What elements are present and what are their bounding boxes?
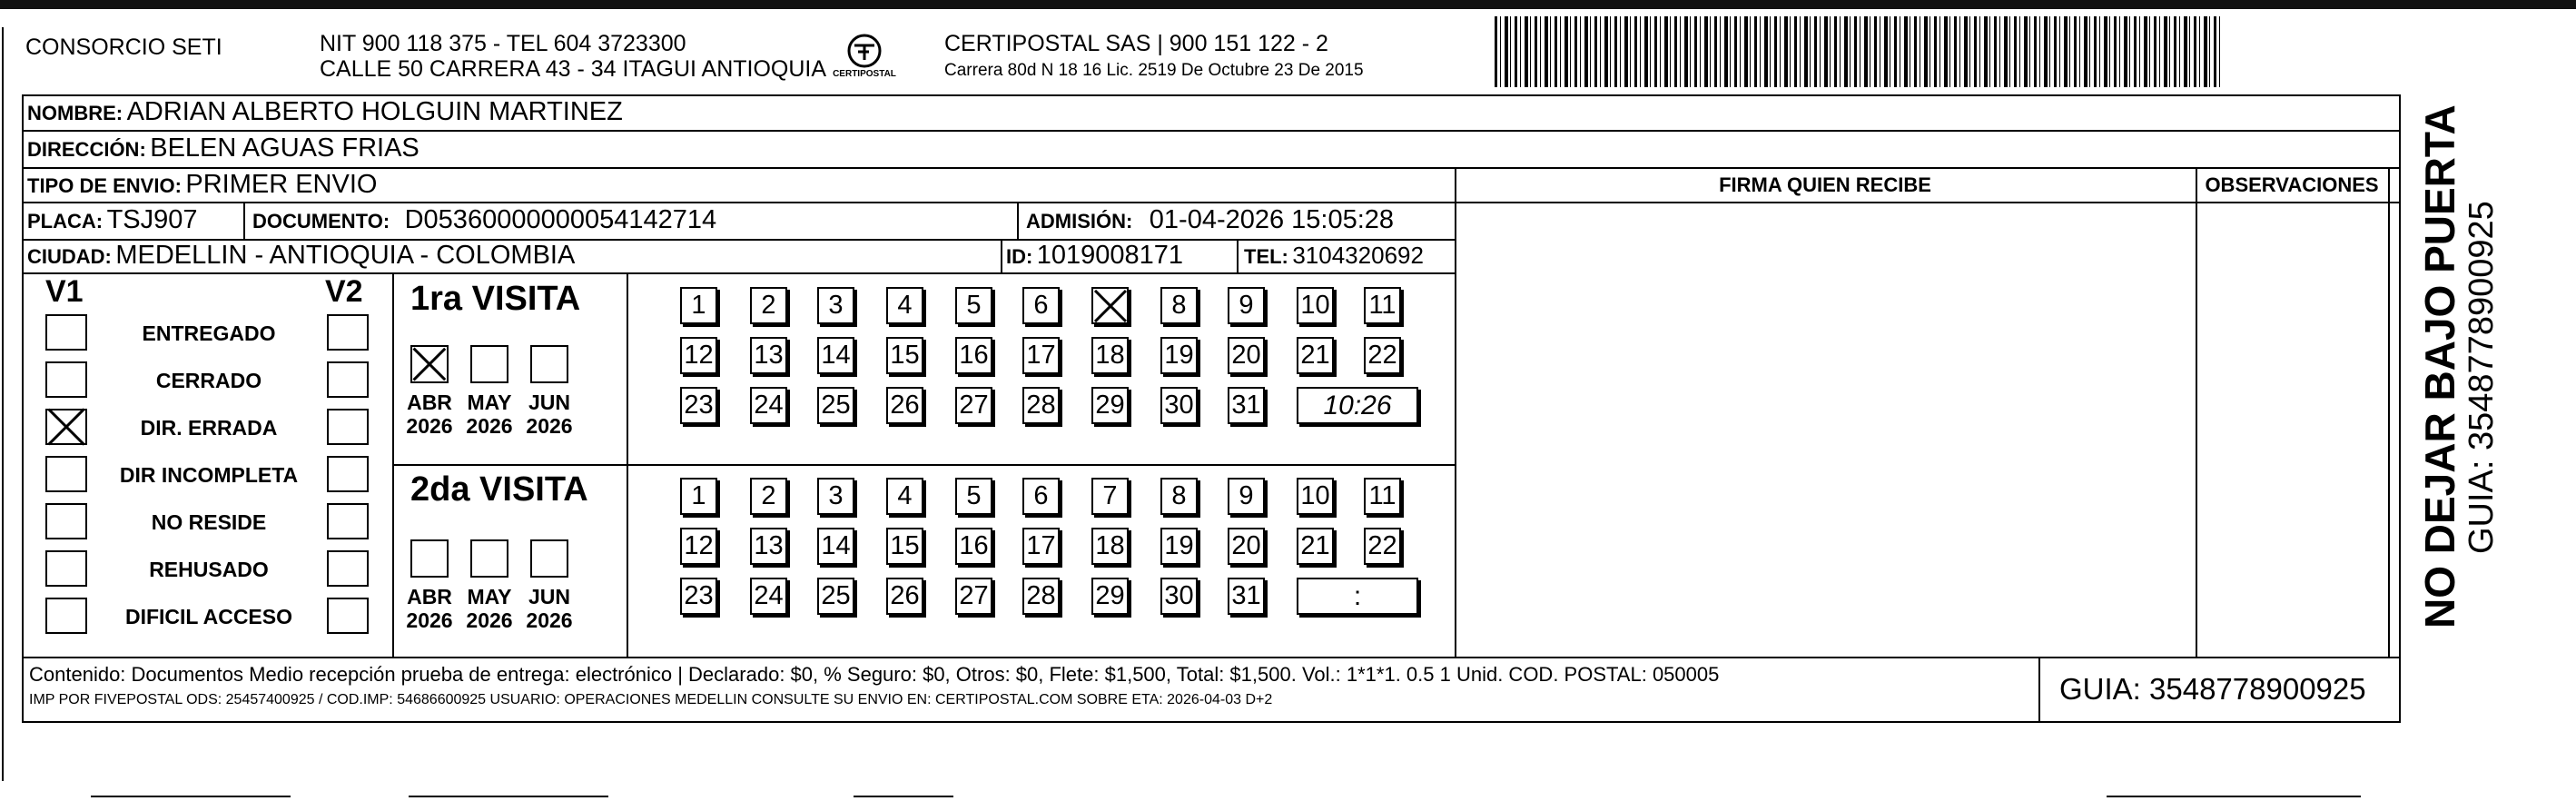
status-option-label: REHUSADO (149, 558, 269, 581)
day-box[interactable]: 27 (955, 578, 992, 615)
day-box[interactable]: 29 (1091, 387, 1129, 424)
observaciones-label: OBSERVACIONES (2205, 173, 2379, 196)
direccion-row (27, 134, 419, 167)
day-box[interactable]: 18 (1091, 337, 1129, 374)
month-checkbox[interactable] (470, 539, 508, 578)
tel-value: 3104320692 (1292, 242, 1424, 269)
month-label: MAY 2026 (466, 585, 513, 632)
day-box[interactable]: 26 (886, 387, 923, 424)
day-box[interactable]: 26 (886, 578, 923, 615)
direccion-label: DIRECCIÓN: (27, 138, 146, 161)
nombre-row (27, 97, 623, 131)
placa-row (27, 205, 198, 239)
company-name: CONSORCIO SETI (25, 35, 222, 60)
status-option-label: DIFICIL ACCESO (124, 605, 292, 628)
day-box[interactable]: 19 (1160, 337, 1198, 374)
status-option-label: DIR. ERRADA (140, 416, 278, 440)
top-border (0, 0, 2576, 9)
v2-checkbox[interactable] (327, 456, 369, 492)
day-box[interactable]: 24 (750, 387, 787, 424)
day-box[interactable]: 9 (1228, 478, 1265, 515)
day-box[interactable]: 22 (1364, 337, 1401, 374)
tel-label: TEL: (1244, 245, 1288, 268)
day-box[interactable]: 12 (680, 337, 717, 374)
day-box[interactable]: 16 (955, 337, 992, 374)
day-box[interactable]: 2 (750, 287, 787, 324)
v2-checkbox[interactable] (327, 409, 369, 445)
ciudad-label: CIUDAD: (27, 245, 112, 268)
day-box[interactable]: 15 (886, 337, 923, 374)
day-box[interactable]: 23 (680, 578, 717, 615)
day-box[interactable]: 4 (886, 287, 923, 324)
day-box[interactable]: 12 (680, 528, 717, 565)
side-guia: GUIA: 3548778900925 (2462, 201, 2501, 554)
no-dejar-bajo-puerta: NO DEJAR BAJO PUERTA (2416, 104, 2463, 628)
documento-value: D05360000000054142714 (404, 205, 717, 234)
month-label: ABR 2026 (406, 585, 453, 632)
day-box[interactable]: 22 (1364, 528, 1401, 565)
day-box[interactable]: 18 (1091, 528, 1129, 565)
day-box[interactable]: 7 (1091, 478, 1129, 515)
month-checkbox[interactable] (410, 539, 449, 578)
day-box[interactable]: 11 (1364, 478, 1401, 515)
day-box[interactable]: 13 (750, 528, 787, 565)
day-box[interactable]: 9 (1228, 287, 1265, 324)
status-option-label: DIR INCOMPLETA (119, 463, 299, 487)
day-box[interactable]: 8 (1160, 287, 1198, 324)
tipo-value: PRIMER ENVIO (185, 170, 378, 199)
day-box[interactable]: 14 (817, 337, 854, 374)
day-box[interactable]: 30 (1160, 578, 1198, 615)
id-row (1006, 241, 1183, 274)
v1-label: V1 (45, 274, 84, 309)
id-value: 1019008171 (1036, 241, 1184, 270)
v2-checkbox[interactable] (327, 598, 369, 634)
day-box[interactable]: 3 (817, 287, 854, 324)
time-box[interactable]: : (1297, 578, 1418, 615)
id-label: ID: (1006, 245, 1033, 268)
placa-label: PLACA: (27, 210, 104, 232)
ciudad-row (27, 241, 575, 274)
documento-label: DOCUMENTO: (252, 210, 390, 232)
v1-checkbox[interactable] (45, 550, 87, 587)
v1-checkbox[interactable] (45, 598, 87, 634)
day-box[interactable]: 21 (1297, 337, 1334, 374)
v2-checkbox[interactable] (327, 503, 369, 539)
day-box[interactable]: 15 (886, 528, 923, 565)
day-box[interactable]: 5 (955, 287, 992, 324)
day-box[interactable]: 25 (817, 578, 854, 615)
nit-line: NIT 900 118 375 - TEL 604 3723300 (320, 31, 686, 56)
day-box[interactable]: 17 (1022, 337, 1060, 374)
day-box[interactable]: 4 (886, 478, 923, 515)
month-checkbox[interactable] (470, 345, 508, 383)
month-checkbox[interactable] (530, 539, 568, 578)
barcode (1495, 16, 2221, 87)
day-box[interactable]: 1 (680, 478, 717, 515)
day-box[interactable]: 3 (817, 478, 854, 515)
v1-checkbox[interactable] (45, 361, 87, 398)
month-label: JUN 2026 (526, 585, 573, 632)
visit-1-title: 1ra VISITA (410, 280, 581, 318)
day-box[interactable]: 31 (1228, 387, 1265, 424)
day-box[interactable]: 5 (955, 478, 992, 515)
month-label: MAY 2026 (466, 391, 513, 438)
license-line: Carrera 80d N 18 16 Lic. 2519 De Octubre 23 De 2015 (944, 61, 1364, 80)
nombre-label: NOMBRE: (27, 102, 123, 124)
day-box[interactable] (1091, 287, 1129, 324)
day-box[interactable]: 28 (1022, 387, 1060, 424)
v1-checkbox[interactable] (45, 409, 87, 445)
month-checkbox[interactable] (530, 345, 568, 383)
ciudad-value: MEDELLIN - ANTIOQUIA - COLOMBIA (115, 241, 576, 270)
day-box[interactable]: 20 (1228, 337, 1265, 374)
day-box[interactable]: 20 (1228, 528, 1265, 565)
day-box[interactable]: 10 (1297, 287, 1334, 324)
time-box[interactable]: 10:26 (1297, 387, 1418, 424)
v2-checkbox[interactable] (327, 361, 369, 398)
v2-checkbox[interactable] (327, 550, 369, 587)
day-box[interactable]: 6 (1022, 287, 1060, 324)
day-box[interactable]: 30 (1160, 387, 1198, 424)
day-box[interactable]: 21 (1297, 528, 1334, 565)
day-box[interactable]: 17 (1022, 528, 1060, 565)
v1-checkbox[interactable] (45, 456, 87, 492)
day-box[interactable]: 6 (1022, 478, 1060, 515)
tipo-row (27, 170, 377, 203)
tipo-label: TIPO DE ENVIO: (27, 174, 182, 197)
admision-value: 01-04-2026 15:05:28 (1149, 205, 1395, 234)
firma-label: FIRMA QUIEN RECIBE (1719, 173, 1931, 196)
status-option-label: NO RESIDE (151, 510, 267, 534)
day-box[interactable]: 29 (1091, 578, 1129, 615)
footer-line-1: Contenido: Documentos Medio recepción prueba de entrega: electrónico | Declarado: $0, % Seguro: $0, Otros: $0, Flete: $1,500, Total: $1,500. Vol.: 1*1*1. 0.5 1 Unid. COD. POSTAL: 050005 (29, 663, 1720, 686)
month-label: ABR 2026 (406, 391, 453, 438)
direccion-value: BELEN AGUAS FRIAS (150, 134, 419, 163)
tel-row (1244, 241, 1424, 274)
day-box[interactable]: 10 (1297, 478, 1334, 515)
v1-checkbox[interactable] (45, 314, 87, 351)
documento-row (252, 205, 716, 239)
day-box[interactable]: 24 (750, 578, 787, 615)
admision-label: ADMISIÓN: (1026, 210, 1133, 232)
day-box[interactable]: 27 (955, 387, 992, 424)
certipostal-logo: CERTIPOSTAL (833, 29, 896, 93)
footer-guia: GUIA: 3548778900925 (2059, 672, 2366, 706)
day-box[interactable]: 16 (955, 528, 992, 565)
status-option-label: ENTREGADO (142, 321, 276, 345)
nombre-value: ADRIAN ALBERTO HOLGUIN MARTINEZ (126, 97, 623, 126)
v1-checkbox[interactable] (45, 503, 87, 539)
certipostal-line: CERTIPOSTAL SAS | 900 151 122 - 2 (944, 31, 1328, 56)
day-box[interactable]: 13 (750, 337, 787, 374)
v2-checkbox[interactable] (327, 314, 369, 351)
day-box[interactable]: 19 (1160, 528, 1198, 565)
month-checkbox[interactable] (410, 345, 449, 383)
day-box[interactable]: 1 (680, 287, 717, 324)
day-box[interactable]: 14 (817, 528, 854, 565)
day-box[interactable]: 2 (750, 478, 787, 515)
v2-label: V2 (325, 274, 363, 309)
day-box[interactable]: 23 (680, 387, 717, 424)
status-option-label: CERRADO (155, 369, 262, 392)
day-box[interactable]: 8 (1160, 478, 1198, 515)
day-box[interactable]: 31 (1228, 578, 1265, 615)
admision-row (1026, 205, 1394, 239)
visit-2-title: 2da VISITA (410, 470, 588, 509)
address-line: CALLE 50 CARRERA 43 - 34 ITAGUI ANTIOQUIA (320, 56, 827, 82)
day-box[interactable]: 25 (817, 387, 854, 424)
day-box[interactable]: 28 (1022, 578, 1060, 615)
footer-line-2: IMP POR FIVEPOSTAL ODS: 25457400925 / COD.IMP: 54686600925 USUARIO: OPERACIONES MEDELLIN CONSULTE SU ENVIO EN: CERTIPOSTAL.COM SOBRE ETA: 2026-04-03 D+2 (29, 692, 1273, 707)
placa-value: TSJ907 (106, 205, 198, 234)
month-label: JUN 2026 (526, 391, 573, 438)
day-box[interactable]: 11 (1364, 287, 1401, 324)
